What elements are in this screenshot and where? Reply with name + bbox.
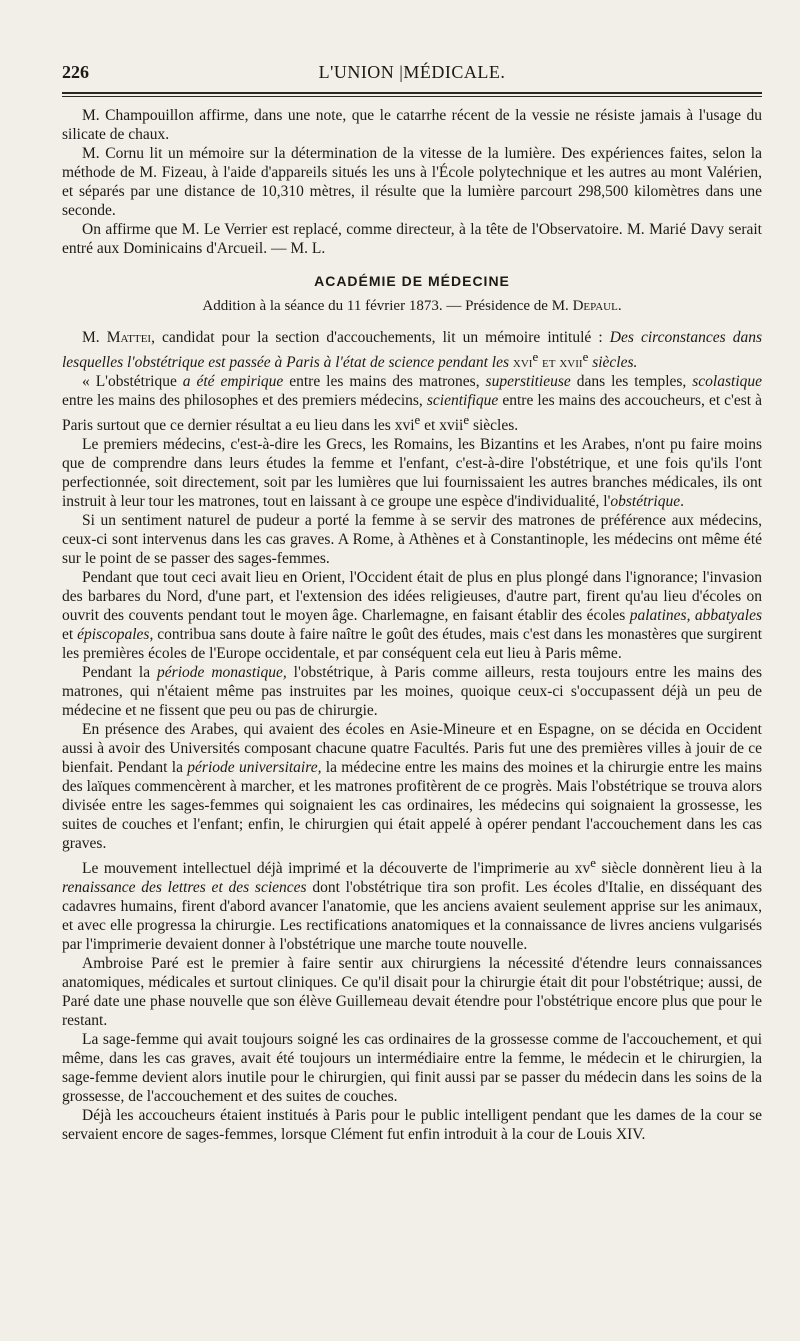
running-title: L'UNION |MÉDICALE. xyxy=(318,62,506,82)
text-run: , contribua sans doute à faire naître le goût des études, mais c'est dans les monastères que surgirent les premières écoles de l'Europe occidentale, et par conséquent cela eut lieu à Paris même. xyxy=(62,626,763,663)
text-run: , candidat pour la section d'accouchements, lit un mémoire intitulé : xyxy=(151,329,610,346)
paragraph xyxy=(62,853,762,954)
text-run: Le premiers médecins, c'est-à-dire les Grecs, les Romains, les Bizantins et les Arabes, n'ont pu faire moins que de comprendre dans leurs études la femme et l'enfant, c'est-à-dire l'obstétrique, et une fois qu'ils l'ont perfectionnée, soit directement, soit par les lumières que lui fournissaient les autres branches médicales, ils ont instruit à leur tour les matrones, tout en laissant à ce groupe une espèce d'individualité, l' xyxy=(62,436,762,511)
author-name: Mattei xyxy=(106,329,152,346)
section-subheading xyxy=(62,297,762,316)
italic-run: superstitieuse xyxy=(485,373,571,391)
paragraph xyxy=(62,328,762,372)
italic-run: palatines, abbatyales xyxy=(629,607,762,625)
italic-run: épiscopales xyxy=(77,626,150,644)
text-run: l'obstétrique, à Paris comme ailleurs, resta toujours entre les mains des matrones, qui n'étaient même pas instruites par les moines, quoique ceux-ci s'occupassent déjà un peu de médecine et ne fissent que peu ou pas de chirurgie. xyxy=(62,664,763,720)
paragraph: M. Cornu lit un mémoire sur la détermination de la vitesse de la lumière. Des expériences faites, selon la méthode de M. Fizeau, à l'aide d'appareils situés les uns à l'École polytechnique et les autres au mont Valérien, et séparés par une distance de 10,310 mètres, il résulte que la lumière parcourt 298,500 kilomètres dans une seconde. xyxy=(62,145,762,219)
president-name: Depaul xyxy=(572,298,618,314)
italic-run: période monastique, xyxy=(157,664,287,682)
text-run: « L'obstétrique xyxy=(82,373,183,391)
paragraph xyxy=(62,568,762,663)
superscript: e xyxy=(414,412,421,428)
italic-run: obstétrique xyxy=(610,493,681,511)
body-text xyxy=(62,92,762,1144)
paragraph: On affirme que M. Le Verrier est replacé, comme directeur, à la tête de l'Observatoire. M. Marié Davy serait entré aux Dominicains d'Arcueil. — M. L. xyxy=(62,221,762,257)
text-run: entre les mains des matrones, xyxy=(283,373,486,391)
text-run: M. xyxy=(82,329,107,346)
text-run: la médecine entre les mains des moines et la chirurgie entre les mains des laïques commencèrent à marcher, et les matrones profitèrent de ce progrès. Mais l'obstétrique se trouva alors divisée entre les sages-femmes qui soignaient les cas ordinaires, les médecins qui soignaient la grossesse, les suites de couches et l'enfant; enfin, le chirurgien qui était appelé à opérer pendant l'accouchement dans les cas graves. xyxy=(62,759,762,853)
italic-run: scolastique xyxy=(692,373,763,391)
text-run: Pendant que tout ceci avait lieu en Orient, l'Occident était de plus en plus plongé dans l'ignorance; l'invasion des barbares du Nord, d'une part, et l'extension des idées religieuses, d'autre part, firent qu'au lieu d'écoles on ouvrit des couvents pendant tout le moyen âge. Charlemagne, en faisant établir des écoles xyxy=(62,569,762,625)
superscript: e xyxy=(463,412,470,428)
text-run: et xvii xyxy=(420,417,464,435)
superscript: e xyxy=(590,855,596,871)
paragraph xyxy=(62,372,762,435)
paragraph: M. Champouillon affirme, dans une note, que le catarrhe récent de la vessie ne résiste jamais à l'usage du silicate de chaux. xyxy=(62,107,762,143)
text-run: dans les temples, xyxy=(570,373,693,391)
paragraph xyxy=(62,663,762,720)
superscript: e xyxy=(532,349,539,364)
paragraph xyxy=(62,435,762,511)
text-run: siècles. xyxy=(469,417,519,435)
italic-run: a été empirique xyxy=(182,373,284,391)
section-heading: ACADÉMIE DE MÉDECINE xyxy=(314,273,510,289)
memoir-title: Des circonstances dans lesquelles l'obstétrique est passée à Paris à l'état de science pendant les xyxy=(62,329,762,372)
text-run: Pendant la xyxy=(82,664,158,682)
text-run: et xvii xyxy=(538,354,583,372)
text-run: . xyxy=(680,493,684,511)
text-run: xvi xyxy=(509,354,533,372)
paragraph: La sage-femme qui avait toujours soigné les cas ordinaires de la grossesse comme de l'accouchement, et qui même, dans les cas graves, avait été toujours un intermédiaire entre la femme, le médecin et le chirurgien, la sage-femme devient alors inutile pour le chirurgien, qui finit aussi par se passer du médecin dans les soins de la grossesse, de l'accouchement et des suites de couches. xyxy=(62,1031,762,1106)
text-run: En présence des Arabes, qui avaient des écoles en Asie-Mineure et en Espagne, on se décida en Occident aussi à avoir des Universités composant chacune quatre Facultés. Paris fut une des premières villes à jouir de ce bienfait. Pendant la xyxy=(62,721,762,777)
page-number: 226 xyxy=(62,62,89,82)
paragraph: Si un sentiment naturel de pudeur a porté la femme à se servir des matrones de préférence aux médecins, ceux-ci sont intervenus dans les cas graves. A Rome, à Athènes et à Constantinople, les médecins ont même été sur le point de se passer des sages-femmes. xyxy=(62,512,762,568)
text-run: entre les mains des accoucheurs, et c'est à Paris surtout que ce dernier résultat a eu lieu dans les xvi xyxy=(62,392,762,435)
text-run: et xyxy=(62,626,78,644)
text-run: Le mouvement intellectuel déjà imprimé et la découverte de l'imprimerie au xv xyxy=(82,860,591,878)
paragraph: Déjà les accoucheurs étaient institués à Paris pour le public intelligent pendant que les dames de la cour se servaient encore de sages-femmes, lorsque Clément fut enfin introduit à la cour de Louis XIV. xyxy=(62,1107,762,1144)
italic-run: renaissance des lettres et des sciences xyxy=(62,879,307,897)
page-header xyxy=(62,0,762,92)
text-run: siècles. xyxy=(588,354,638,372)
text-run: dont l'obstétrique tira son profit. Les écoles d'Italie, en disséquant des cadavres humains, firent d'abord avancer l'anatomie, que les anciens avaient seulement apprise sur les animaux, et avec elle progressa la chirurgie. Les rectifications anatomiques et la connaissance de livres anciens vulgarisés par l'imprimerie devaient donner à l'obstétrique une marche toute nouvelle. xyxy=(62,879,762,954)
paragraph: Ambroise Paré est le premier à faire sentir aux chirurgiens la nécessité d'étendre leurs connaissances anatomiques, médicales et surtout cliniques. Ce qu'il disait pour la chirurgie était dit pour l'obstétrique; aussi, de Paré date une phase nouvelle que son élève Guillemeau devait étendre pour l'obstétrique encore plus que pour le restant. xyxy=(62,955,762,1030)
text-run: siècle donnèrent lieu à la xyxy=(595,860,762,878)
header-rule-thin xyxy=(62,96,762,97)
subheading-text: Addition à la séance du 11 février 1873. — Présidence de M. xyxy=(202,298,573,314)
text-run: entre les mains des philosophes et des premiers médecins, xyxy=(62,392,427,410)
subheading-end: . xyxy=(617,298,622,314)
paragraph xyxy=(62,720,762,853)
italic-run: scientifique xyxy=(426,392,499,410)
superscript: e xyxy=(582,349,589,364)
italic-run: période universitaire, xyxy=(187,759,322,777)
header-rule xyxy=(62,92,762,94)
